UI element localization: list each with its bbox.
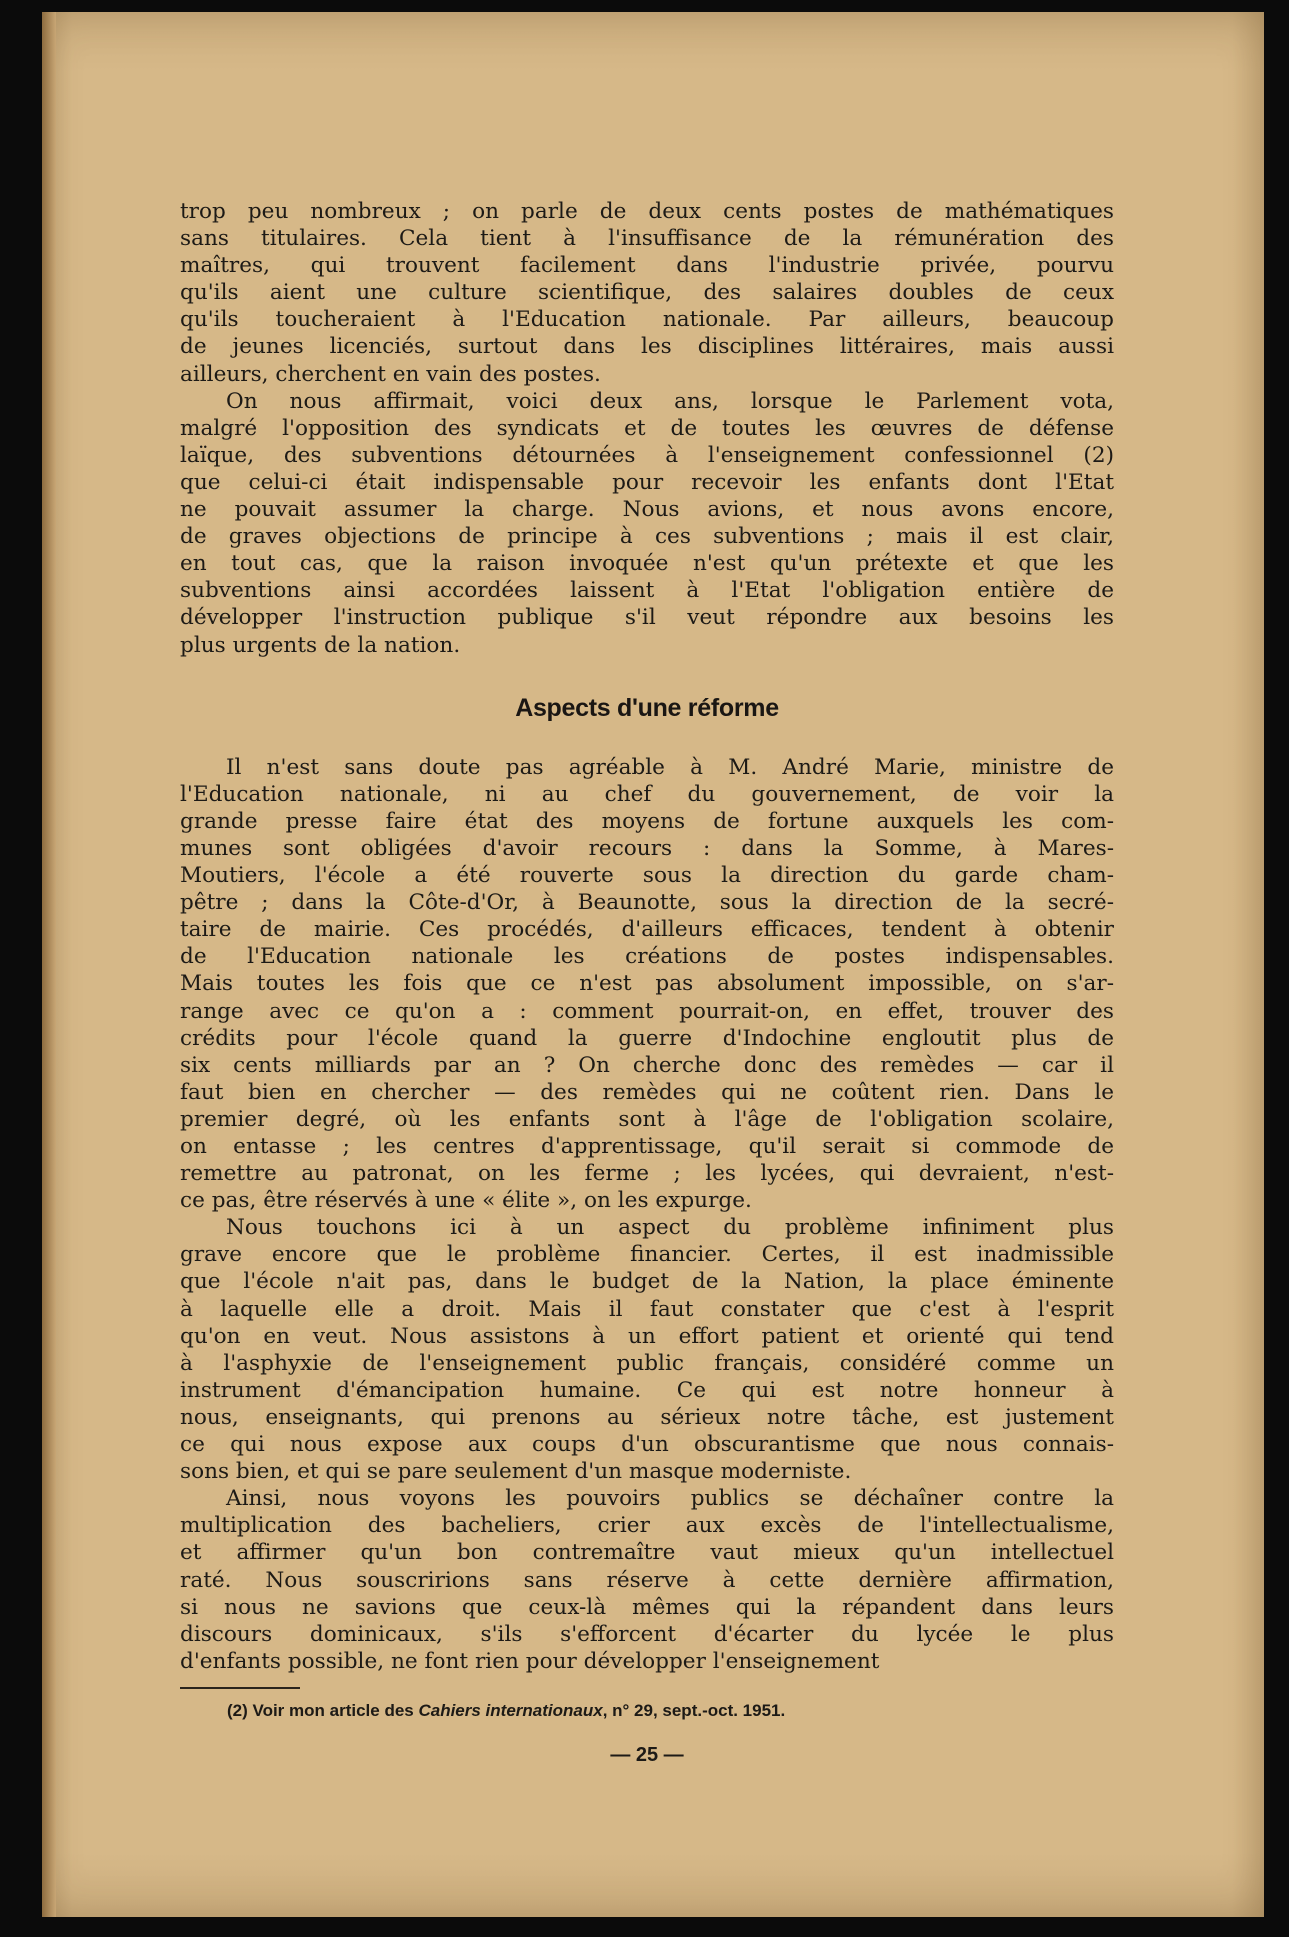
text-line: multiplication des bacheliers, crier aux excès de l'intellectualisme, [180, 1513, 1114, 1539]
text-line: Il n'est sans doute pas agréable à M. André Marie, ministre de [226, 754, 1114, 780]
book-page [42, 12, 1264, 1917]
text-line: ce qui nous expose aux coups d'un obscurantisme que nous connais- [180, 1432, 1114, 1458]
paragraphs-after-heading [180, 754, 1114, 1675]
footnote-prefix: (2) Voir mon article des [227, 1700, 419, 1720]
text-line: pêtre ; dans la Côte-d'Or, à Beaunotte, sous la direction de la secré- [180, 890, 1114, 916]
paragraph [180, 754, 1114, 1215]
footnote-title: Cahiers internationaux [418, 1700, 603, 1720]
text-line: on entasse ; les centres d'apprentissage, qu'il serait si commode de [180, 1134, 1114, 1159]
text-line: plus urgents de la nation. [180, 632, 461, 658]
text-line: discours dominicaux, s'ils s'efforcent d'écarter du lycée le plus [180, 1621, 1114, 1647]
text-line: faut bien en chercher — des remèdes qui ne coûtent rien. Dans le [180, 1079, 1114, 1105]
text-line: On nous affirmait, voici deux ans, lorsque le Parlement vota, [226, 388, 1114, 414]
text-line: Mais toutes les fois que ce n'est pas absolument impossible, on s'ar- [180, 971, 1114, 997]
text-line: d'enfants possible, ne font rien pour développer l'enseignement [180, 1648, 880, 1674]
text-line: munes sont obligées d'avoir recours : dans la Somme, à Mares- [180, 835, 1114, 861]
text-line: de jeunes licenciés, surtout dans les disciplines littéraires, mais aussi [180, 334, 1114, 360]
text-line: Ainsi, nous voyons les pouvoirs publics se déchaîner contre la [226, 1486, 1114, 1512]
paragraphs-before-heading [180, 198, 1114, 659]
page-number: — 25 — [610, 1743, 684, 1766]
text-line: instrument d'émancipation humaine. Ce qui est notre honneur à [180, 1377, 1114, 1403]
text-line: subventions ainsi accordées laissent à l'Etat l'obligation entière de [180, 578, 1114, 604]
text-line: à l'asphyxie de l'enseignement public français, considéré comme un [180, 1350, 1114, 1376]
text-line: grave encore que le problème financier. Certes, il est inadmissible [180, 1242, 1114, 1268]
text-line: qu'ils toucheraient à l'Education nationale. Par ailleurs, beaucoup [180, 307, 1114, 333]
text-line: grande presse faire état des moyens de fortune auxquels les com- [180, 808, 1114, 834]
footnote-suffix: , n° 29, sept.-oct. 1951. [602, 1700, 786, 1720]
text-line: de l'Education nationale les créations de postes indispensables. [180, 944, 1114, 970]
footnote-rule [180, 1687, 300, 1689]
text-line: de graves objections de principe à ces subventions ; mais il est clair, [180, 524, 1114, 550]
text-line: ce pas, être réservés à une « élite », on les expurge. [180, 1188, 752, 1214]
text-line: Moutiers, l'école a été rouverte sous la direction du garde cham- [180, 863, 1114, 889]
text-line: sons bien, et qui se pare seulement d'un masque moderniste. [180, 1459, 852, 1485]
text-line: que celui-ci était indispensable pour recevoir les enfants dont l'Etat [180, 469, 1114, 495]
paragraph [180, 198, 1114, 388]
text-line: malgré l'opposition des syndicats et de toutes les œuvres de défense [180, 415, 1114, 441]
text-line: remettre au patronat, on les ferme ; les lycées, qui devraient, n'est- [180, 1161, 1114, 1187]
text-line: qu'on en veut. Nous assistons à un effort patient et orienté qui tend [180, 1323, 1114, 1349]
text-line: six cents milliards par an ? On cherche donc des remèdes — car il [180, 1052, 1114, 1078]
binding-gutter [42, 12, 56, 1917]
text-line: que l'école n'ait pas, dans le budget de la Nation, la place éminente [180, 1269, 1114, 1295]
text-line: développer l'instruction publique s'il veut répondre aux besoins les [180, 605, 1114, 631]
text-line: ne pouvait assumer la charge. Nous avions, et nous avons encore, [180, 497, 1114, 523]
text-line: nous, enseignants, qui prenons au sérieux notre tâche, est justement [180, 1404, 1114, 1430]
text-line: sans titulaires. Cela tient à l'insuffisance de la rémunération des [180, 226, 1114, 252]
text-block [180, 198, 1114, 1769]
paragraph [180, 1214, 1114, 1485]
text-line: l'Education nationale, ni au chef du gouvernement, de voir la [180, 781, 1114, 807]
text-line: et affirmer qu'un bon contremaître vaut mieux qu'un intellectuel [180, 1540, 1114, 1566]
paragraph [180, 388, 1114, 659]
text-line: trop peu nombreux ; on parle de deux cents postes de mathématiques [180, 199, 1114, 224]
text-line: ailleurs, cherchent en vain des postes. [180, 361, 601, 387]
text-line: qu'ils aient une culture scientifique, des salaires doubles de ceux [180, 280, 1114, 306]
text-line: raté. Nous souscririons sans réserve à cette dernière affirmation, [180, 1567, 1114, 1593]
text-line: en tout cas, que la raison invoquée n'est qu'un prétexte et que les [180, 551, 1114, 577]
text-line: premier degré, où les enfants sont à l'âge de l'obligation scolaire, [180, 1106, 1114, 1132]
text-line: range avec ce qu'on a : comment pourrait-on, en effet, trouver des [180, 998, 1114, 1024]
text-line: crédits pour l'école quand la guerre d'Indochine engloutit plus de [180, 1025, 1114, 1051]
text-line: laïque, des subventions détournées à l'enseignement confessionnel (2) [180, 442, 1114, 468]
text-line: Nous touchons ici à un aspect du problème infiniment plus [226, 1215, 1114, 1241]
paragraph [180, 1485, 1114, 1675]
footnote [180, 1697, 1114, 1724]
text-line: à laquelle elle a droit. Mais il faut constater que c'est à l'esprit [180, 1296, 1114, 1322]
text-line: si nous ne savions que ceux-là mêmes qui la répandent dans leurs [180, 1594, 1114, 1620]
text-line: maîtres, qui trouvent facilement dans l'industrie privée, pourvu [180, 253, 1114, 279]
section-heading: Aspects d'une réforme [515, 693, 779, 722]
text-line: taire de mairie. Ces procédés, d'ailleurs efficaces, tendent à obtenir [180, 917, 1114, 943]
